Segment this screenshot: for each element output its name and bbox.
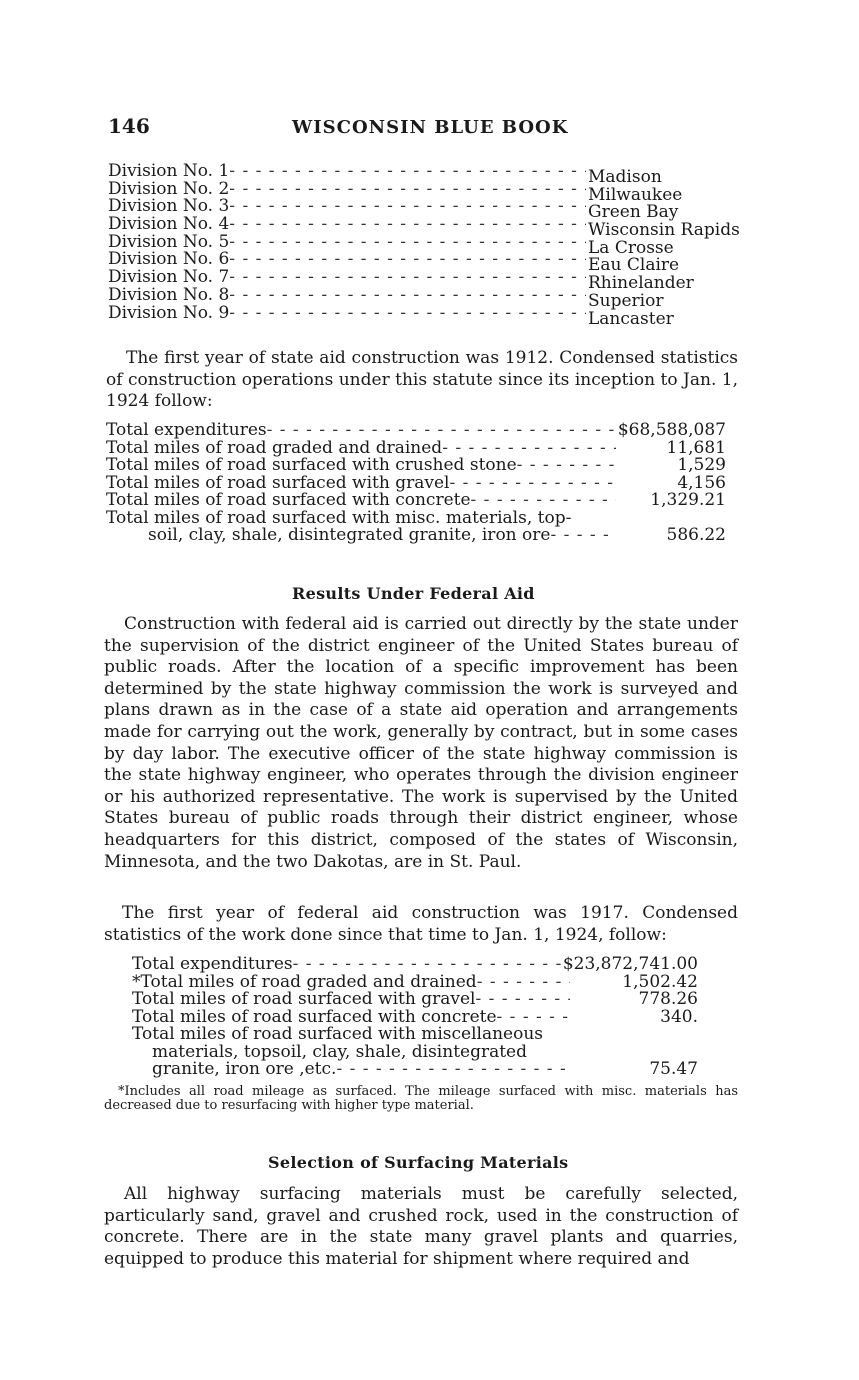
division-row: Division No. 5 - - - La Crosse: [108, 234, 748, 252]
stat-row: Total expenditures - - - $68,588,087: [106, 422, 726, 440]
stat-row: soil, clay, shale, disintegrated granite, iron ore - - - 586.22: [106, 527, 726, 545]
division-row: Division No. 2 - - - Milwaukee: [108, 181, 748, 199]
stat-row: granite, iron ore ,etc. - - - 75.47: [132, 1061, 698, 1079]
stat-row: *Total miles of road graded and drained - - - 1,502.42: [132, 974, 698, 992]
stat-row: Total miles of road surfaced with crushed stone - - - 1,529: [106, 457, 726, 475]
section-heading-federal-aid: Results Under Federal Aid: [292, 584, 535, 603]
federal-aid-paragraph: Construction with federal aid is carried out directly by the state under the supervision of the district engineer of the United States bureau of public roads. After the location of a specific improvement has been determined by the state highway commission the work is surveyed and plans drawn as in the case of a state aid operation and arrangements made for carrying out the work, generally by contract, but in some cases by day labor. The executive officer of the state highway commission is the state highway engineer, who operates through the division engineer or his authorized representative. The work is supervised by the United States bureau of public roads through their district engineer, whose headquarters for this district, composed of the states of Wisconsin, Minnesota, and the two Dakotas, are in St. Paul.: [104, 614, 738, 872]
stat-row: materials, topsoil, clay, shale, disintegrated: [152, 1041, 528, 1062]
section-heading-surfacing: Selection of Surfacing Materials: [268, 1153, 569, 1172]
surfacing-paragraph: All highway surfacing materials must be carefully selected, particularly sand, gravel and crushed rock, used in the construction of concrete. There are in the state many gravel plants and quarries, equipped to produce this material for shipment where required and: [104, 1184, 738, 1269]
division-row: Division No. 8 - - - Superior: [108, 287, 748, 305]
stat-row: Total miles of road surfaced with gravel - - - 778.26: [132, 991, 698, 1009]
state-aid-stats: [106, 422, 726, 545]
page-header: [108, 114, 738, 140]
division-row: Division No. 7 - - - Rhinelander: [108, 269, 748, 287]
stat-row: Total miles of road surfaced with gravel - - - 4,156: [106, 475, 726, 493]
running-title: WISCONSIN BLUE BOOK: [292, 117, 569, 138]
stat-row: Total miles of road graded and drained - - - 11,681: [106, 440, 726, 458]
stat-row: Total miles of road surfaced with miscellaneous: [132, 1024, 544, 1044]
division-list: [108, 161, 748, 329]
division-row: Division No. 6 - - - Eau Claire: [108, 251, 748, 269]
stat-row: Total miles of road surfaced with concrete - - - 340.: [132, 1009, 698, 1027]
division-row: Division No. 1 - - - Madison: [108, 163, 748, 181]
state-aid-intro: The first year of state aid construction was 1912. Condensed statistics of construction operations under this statute since its inception to Jan. 1, 1924 follow:: [106, 348, 738, 412]
stat-row: Total miles of road surfaced with concrete - - - 1,329.21: [106, 492, 726, 510]
footnote: *Includes all road mileage as surfaced. The mileage surfaced with misc. materials has decreased due to resurfacing with higher type material.: [104, 1084, 738, 1113]
stat-row: Total miles of road surfaced with misc. materials, top-: [106, 507, 572, 528]
federal-aid-intro: The first year of federal aid construction was 1917. Condensed statistics of the work done since that time to Jan. 1, 1924, follow:: [104, 903, 738, 945]
page-number: 146: [108, 114, 150, 138]
stat-row: Total expenditures - - - $23,872,741.00: [132, 956, 698, 974]
federal-aid-stats: [132, 956, 698, 1079]
division-row: Division No. 9 - - - Lancaster: [108, 305, 748, 323]
division-row: Division No. 4 - - - Wisconsin Rapids: [108, 216, 748, 234]
division-row: Division No. 3 - - - Green Bay: [108, 198, 748, 216]
